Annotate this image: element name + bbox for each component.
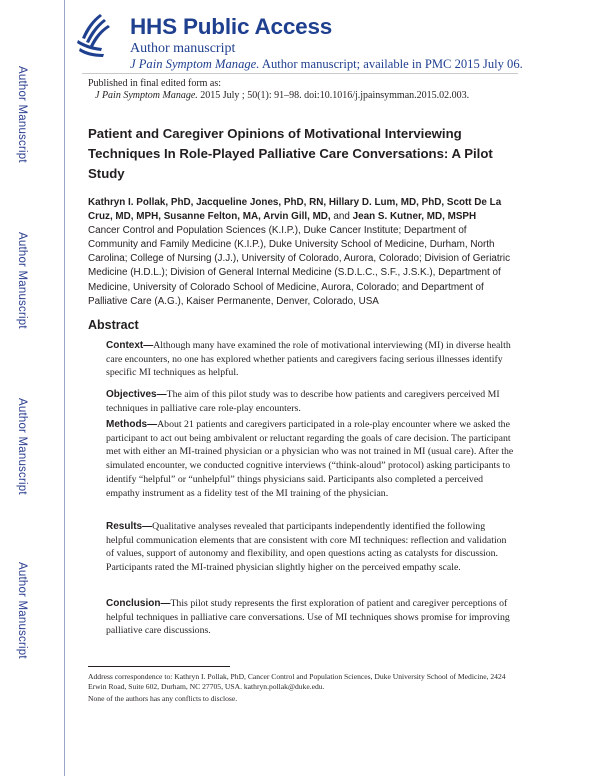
methods-label: Methods— xyxy=(106,419,158,430)
abstract-methods xyxy=(106,418,514,500)
abstract-conclusion xyxy=(106,597,514,638)
availability-text: Author manuscript; available in PMC 2015 July 06. xyxy=(259,57,523,71)
context-label: Context— xyxy=(106,340,154,351)
abstract-context xyxy=(106,339,514,380)
hhs-public-access-title: HHS Public Access xyxy=(130,14,333,39)
sidebar-author-manuscript-label: Author Manuscript xyxy=(16,398,28,495)
header-divider xyxy=(82,73,518,74)
results-label: Results— xyxy=(106,521,153,532)
conflicts-footnote: None of the authors has any conflicts to disclose. xyxy=(88,694,238,703)
citation-details: 2015 July ; 50(1): 91–98. doi:10.1016/j.jpainsymman.2015.02.003. xyxy=(197,90,470,101)
affiliations: Cancer Control and Population Sciences (K.I.P.), Duke Cancer Institute; Department of Community and Family Medicine (K.I.P.), Duke University School of Medicine, Durham, North Carolina; College of Nursing (J.J.), University of Colorado, Aurora, Colorado; Division of Geriatric Medicine (H.D.L.); Division of General Internal Medicine (S.D.L.C., S.F., J.S.K.), Department of Medicine, University of Colorado School of Medicine, Aurora, Colorado; and Department of Palliative Care (A.G.), Kaiser Permanente, Denver, Colorado, USA xyxy=(88,225,511,307)
paper-title: Patient and Caregiver Opinions of Motivational Interviewing Techniques In Role-Played Palliative Care Conversations: A Pilot Study xyxy=(88,126,493,181)
hhs-eagle-logo-icon xyxy=(70,10,114,60)
footnote-divider xyxy=(88,666,230,667)
abstract-heading: Abstract xyxy=(88,318,139,332)
citation-line xyxy=(95,90,469,101)
objectives-label: Objectives— xyxy=(106,389,167,400)
availability-line xyxy=(130,57,523,72)
context-text: Although many have examined the role of motivational interviewing (MI) in diverse health care encounters, no one has explored whether patients and caregivers facing serious illnesses identify specific MI techniques as helpful. xyxy=(106,340,511,379)
author-manuscript-label: Author manuscript xyxy=(130,41,236,56)
author-conjunction: and xyxy=(330,211,353,223)
methods-text: About 21 patients and caregivers participated in a role-play encounter where we asked the participant to act out being ambivalent or reluctant regarding the goals of care decision. The participant met with either an MI-trained physician or a physician who was not trained in MI (usual care). After the simulated encounter, we conducted cognitive interviews (“think-aloud” protocol) asking participants to identify “helpful” or “unhelpful” things physicians said. Participants also completed a perceived empathy instrument as a fidelity test of the MI training of the physician. xyxy=(106,419,514,499)
conclusion-label: Conclusion— xyxy=(106,598,171,609)
published-in-label: Published in final edited form as: xyxy=(88,78,222,89)
abstract-objectives xyxy=(106,388,514,415)
last-author-name: Jean S. Kutner, MD, MSPH xyxy=(352,211,477,223)
results-text: Qualitative analyses revealed that participants independently identified the following helpful communication elements that are consistent with core MI techniques: reflection and validation of values, support of autonomy and flexibility, and open questions acting as catalysts for discussion. Participants rated the MI-trained physician slightly higher on the perceived empathy scale. xyxy=(106,521,507,574)
sidebar-author-manuscript-label: Author Manuscript xyxy=(16,562,28,659)
sidebar-author-manuscript-label: Author Manuscript xyxy=(16,232,28,329)
citation-journal: J Pain Symptom Manage. xyxy=(95,90,198,101)
author-block xyxy=(88,196,518,309)
conclusion-text: This pilot study represents the first exploration of patient and caregiver perceptions of helpful techniques in palliative care conversations. Use of MI techniques shows promise for improving palliative care discussions. xyxy=(106,598,510,637)
author-names: Kathryn I. Pollak, PhD, Jacqueline Jones, PhD, RN, Hillary D. Lum, MD, PhD, Scott De La Cruz, MD, MPH, Susanne Felton, MA, Arvin Gill, MD, xyxy=(88,197,502,223)
correspondence-footnote: Address correspondence to: Kathryn I. Pollak, PhD, Cancer Control and Population Sciences, Duke University School of Medicine, 2424 Erwin Road, Suite 602, Durham, NC 27705, USA. kathryn.pollak@duke.edu. xyxy=(88,672,506,692)
objectives-text: The aim of this pilot study was to describe how patients and caregivers perceived MI techniques in palliative care role-play encounters. xyxy=(106,389,500,414)
journal-name: J Pain Symptom Manage. xyxy=(130,57,260,71)
sidebar-author-manuscript-label: Author Manuscript xyxy=(16,66,28,163)
abstract-results xyxy=(106,520,514,575)
sidebar-divider xyxy=(64,0,65,776)
